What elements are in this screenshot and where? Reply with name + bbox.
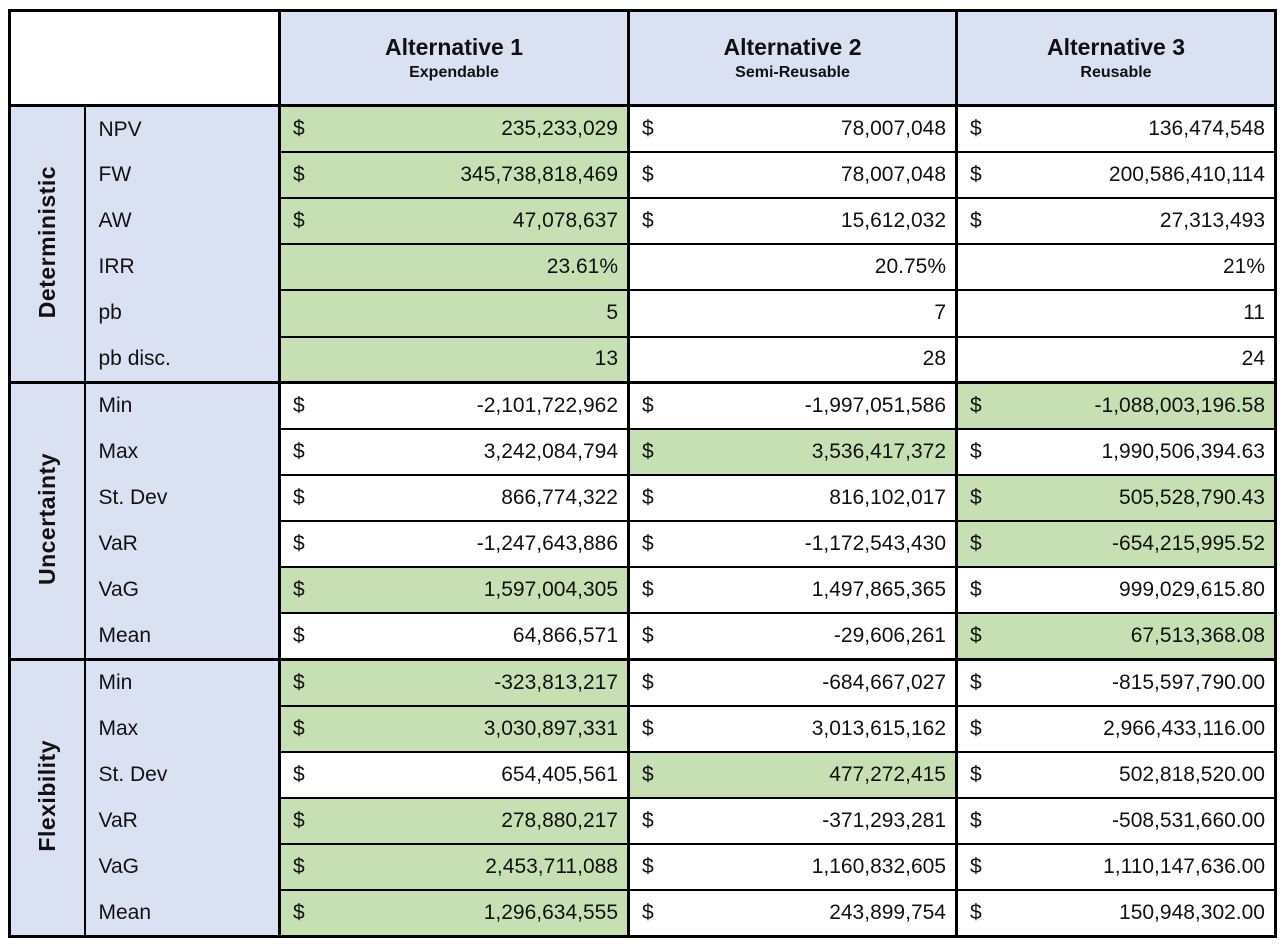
cell-fw-alt2 bbox=[629, 152, 957, 198]
currency-symbol: $ bbox=[970, 439, 982, 463]
currency-symbol: $ bbox=[970, 578, 982, 602]
cell-value: 15,612,032 bbox=[840, 209, 946, 233]
cell-value: 21% bbox=[1222, 255, 1265, 279]
row-label-min: Min bbox=[85, 659, 280, 705]
cell-fw-alt1 bbox=[280, 152, 629, 198]
cell-f-min-alt2 bbox=[629, 659, 957, 705]
currency-symbol: $ bbox=[970, 163, 982, 186]
cell-pb-disc-alt1 bbox=[280, 337, 629, 383]
table-row bbox=[10, 475, 1276, 521]
cell-value: 3,536,417,372 bbox=[811, 439, 946, 463]
cell-value: 2,966,433,116.00 bbox=[1103, 716, 1265, 740]
currency-symbol: $ bbox=[970, 485, 982, 509]
table-row bbox=[10, 152, 1276, 198]
cell-u-var-alt1 bbox=[280, 521, 629, 567]
table-row bbox=[10, 337, 1276, 383]
table-row bbox=[10, 429, 1276, 475]
currency-symbol: $ bbox=[970, 624, 982, 648]
cell-value: 7 bbox=[934, 301, 946, 325]
cell-u-stdev-alt2 bbox=[629, 475, 957, 521]
cell-value: 67,513,368.08 bbox=[1130, 624, 1265, 648]
cell-value: 3,242,084,794 bbox=[483, 439, 618, 463]
cell-u-var-alt2 bbox=[629, 521, 957, 567]
currency-symbol: $ bbox=[970, 762, 982, 786]
currency-symbol: $ bbox=[642, 578, 654, 602]
cell-f-var-alt2 bbox=[629, 798, 957, 844]
table-row bbox=[10, 106, 1276, 152]
header-subtitle: Semi-Reusable bbox=[735, 63, 850, 81]
cell-u-vag-alt3 bbox=[957, 567, 1276, 613]
table-row bbox=[10, 383, 1276, 429]
row-label-vag: VaG bbox=[85, 567, 280, 613]
currency-symbol: $ bbox=[293, 762, 305, 786]
table-row bbox=[10, 290, 1276, 336]
currency-symbol: $ bbox=[293, 117, 305, 141]
cell-value: -1,997,051,586 bbox=[804, 393, 946, 417]
cell-value: 28 bbox=[922, 347, 946, 371]
cell-value: 1,110,147,636.00 bbox=[1103, 855, 1265, 879]
header-alternative-2 bbox=[629, 11, 957, 106]
cell-value: 24 bbox=[1241, 347, 1265, 371]
cell-u-max-alt3 bbox=[957, 429, 1276, 475]
cell-aw-alt1 bbox=[280, 198, 629, 244]
cell-f-mean-alt3 bbox=[957, 890, 1276, 936]
cell-u-stdev-alt3 bbox=[957, 475, 1276, 521]
header-title: Alternative 3 bbox=[1046, 33, 1186, 60]
cell-value: 78,007,048 bbox=[840, 163, 946, 186]
cell-value: -1,088,003,196.58 bbox=[1094, 393, 1265, 417]
cell-u-vag-alt1 bbox=[280, 567, 629, 613]
row-label-var: VaR bbox=[85, 798, 280, 844]
cell-aw-alt3 bbox=[957, 198, 1276, 244]
row-label-vag: VaG bbox=[85, 844, 280, 890]
table-row bbox=[10, 198, 1276, 244]
row-label-pb: pb bbox=[85, 290, 280, 336]
cell-f-max-alt1 bbox=[280, 706, 629, 752]
row-label-fw: FW bbox=[85, 152, 280, 198]
cell-value: 345,738,818,469 bbox=[460, 163, 618, 186]
cell-value: 1,597,004,305 bbox=[483, 578, 618, 602]
cell-f-vag-alt2 bbox=[629, 844, 957, 890]
cell-u-min-alt2 bbox=[629, 383, 957, 429]
cell-value: -815,597,790.00 bbox=[1112, 670, 1265, 694]
table-row bbox=[10, 659, 1276, 705]
cell-value: 136,474,548 bbox=[1148, 117, 1265, 141]
cell-value: 1,160,832,605 bbox=[811, 855, 946, 879]
section-label-text: Flexibility bbox=[33, 739, 60, 852]
currency-symbol: $ bbox=[293, 578, 305, 602]
corner-cell bbox=[10, 11, 280, 106]
cell-u-min-alt1 bbox=[280, 383, 629, 429]
cell-pb-alt2 bbox=[629, 290, 957, 336]
cell-value: 150,948,302.00 bbox=[1119, 901, 1265, 925]
cell-irr-alt1 bbox=[280, 244, 629, 290]
row-label-irr: IRR bbox=[85, 244, 280, 290]
currency-symbol: $ bbox=[293, 393, 305, 417]
currency-symbol: $ bbox=[642, 393, 654, 417]
currency-symbol: $ bbox=[293, 716, 305, 740]
cell-value: 1,497,865,365 bbox=[811, 578, 946, 602]
row-label-aw: AW bbox=[85, 198, 280, 244]
cell-u-stdev-alt1 bbox=[280, 475, 629, 521]
section-label-flexibility bbox=[10, 659, 85, 936]
cell-value: 505,528,790.43 bbox=[1119, 485, 1265, 509]
currency-symbol: $ bbox=[642, 716, 654, 740]
cell-value: -323,813,217 bbox=[494, 670, 618, 694]
cell-value: 654,405,561 bbox=[501, 762, 618, 786]
currency-symbol: $ bbox=[293, 855, 305, 879]
cell-value: 999,029,615.80 bbox=[1119, 578, 1265, 602]
table-row bbox=[10, 752, 1276, 798]
cell-f-var-alt1 bbox=[280, 798, 629, 844]
table-header-row bbox=[10, 11, 1276, 106]
cell-f-mean-alt1 bbox=[280, 890, 629, 936]
row-label-var: VaR bbox=[85, 521, 280, 567]
cell-value: 866,774,322 bbox=[501, 485, 618, 509]
currency-symbol: $ bbox=[642, 762, 654, 786]
cell-value: -684,667,027 bbox=[822, 670, 946, 694]
currency-symbol: $ bbox=[293, 209, 305, 233]
row-label-st-dev: St. Dev bbox=[85, 752, 280, 798]
cell-f-mean-alt2 bbox=[629, 890, 957, 936]
table-row bbox=[10, 567, 1276, 613]
currency-symbol: $ bbox=[642, 209, 654, 233]
currency-symbol: $ bbox=[293, 624, 305, 648]
header-subtitle: Expendable bbox=[409, 63, 499, 81]
cell-value: 5 bbox=[606, 301, 618, 325]
cell-value: 3,030,897,331 bbox=[483, 716, 618, 740]
currency-symbol: $ bbox=[293, 532, 305, 556]
cell-f-max-alt2 bbox=[629, 706, 957, 752]
cell-value: 11 bbox=[1243, 301, 1265, 325]
row-label-npv: NPV bbox=[85, 106, 280, 152]
row-label-max: Max bbox=[85, 429, 280, 475]
cell-value: 64,866,571 bbox=[512, 624, 618, 648]
currency-symbol: $ bbox=[293, 808, 305, 832]
currency-symbol: $ bbox=[970, 532, 982, 556]
cell-value: 27,313,493 bbox=[1159, 209, 1265, 233]
table-row bbox=[10, 798, 1276, 844]
cell-value: 235,233,029 bbox=[501, 117, 618, 141]
header-alternative-3 bbox=[957, 11, 1276, 106]
row-label-mean: Mean bbox=[85, 613, 280, 659]
cell-value: 200,586,410,114 bbox=[1108, 163, 1265, 186]
table-row bbox=[10, 244, 1276, 290]
section-label-text: Deterministic bbox=[33, 165, 60, 318]
cell-pb-disc-alt2 bbox=[629, 337, 957, 383]
header-title: Alternative 1 bbox=[384, 33, 524, 60]
cell-npv-alt3 bbox=[957, 106, 1276, 152]
section-label-uncertainty bbox=[10, 383, 85, 660]
cell-value: -2,101,722,962 bbox=[476, 393, 618, 417]
cell-value: 477,272,415 bbox=[829, 762, 946, 786]
cell-f-vag-alt3 bbox=[957, 844, 1276, 890]
currency-symbol: $ bbox=[293, 901, 305, 925]
currency-symbol: $ bbox=[293, 485, 305, 509]
cell-irr-alt3 bbox=[957, 244, 1276, 290]
cell-u-mean-alt3 bbox=[957, 613, 1276, 659]
comparison-table bbox=[8, 9, 1277, 938]
currency-symbol: $ bbox=[970, 670, 982, 694]
row-label-pb-disc: pb disc. bbox=[85, 337, 280, 383]
currency-symbol: $ bbox=[642, 670, 654, 694]
cell-f-stdev-alt1 bbox=[280, 752, 629, 798]
cell-value: 23.61% bbox=[546, 255, 618, 279]
cell-value: -654,215,995.52 bbox=[1112, 532, 1265, 556]
cell-f-var-alt3 bbox=[957, 798, 1276, 844]
header-title: Alternative 2 bbox=[723, 33, 862, 60]
currency-symbol: $ bbox=[970, 209, 982, 233]
cell-f-min-alt3 bbox=[957, 659, 1276, 705]
row-label-st-dev: St. Dev bbox=[85, 475, 280, 521]
cell-f-min-alt1 bbox=[280, 659, 629, 705]
cell-f-vag-alt1 bbox=[280, 844, 629, 890]
currency-symbol: $ bbox=[642, 624, 654, 648]
cell-aw-alt2 bbox=[629, 198, 957, 244]
currency-symbol: $ bbox=[970, 716, 982, 740]
cell-value: 243,899,754 bbox=[829, 901, 946, 925]
table-row bbox=[10, 844, 1276, 890]
cell-value: 78,007,048 bbox=[840, 117, 946, 141]
cell-u-vag-alt2 bbox=[629, 567, 957, 613]
table-row bbox=[10, 613, 1276, 659]
cell-value: 47,078,637 bbox=[512, 209, 618, 233]
cell-u-mean-alt2 bbox=[629, 613, 957, 659]
cell-value: 1,990,506,394.63 bbox=[1101, 439, 1265, 463]
cell-irr-alt2 bbox=[629, 244, 957, 290]
cell-f-stdev-alt3 bbox=[957, 752, 1276, 798]
cell-pb-disc-alt3 bbox=[957, 337, 1276, 383]
row-label-max: Max bbox=[85, 706, 280, 752]
currency-symbol: $ bbox=[642, 532, 654, 556]
cell-f-max-alt3 bbox=[957, 706, 1276, 752]
table-row bbox=[10, 521, 1276, 567]
cell-value: -29,606,261 bbox=[833, 624, 946, 648]
cell-npv-alt1 bbox=[280, 106, 629, 152]
cell-value: -371,293,281 bbox=[822, 808, 946, 832]
cell-pb-alt1 bbox=[280, 290, 629, 336]
cell-u-var-alt3 bbox=[957, 521, 1276, 567]
cell-value: 2,453,711,088 bbox=[485, 855, 618, 879]
header-subtitle: Reusable bbox=[1080, 63, 1152, 81]
table-row bbox=[10, 706, 1276, 752]
cell-u-max-alt1 bbox=[280, 429, 629, 475]
cell-value: 816,102,017 bbox=[829, 485, 946, 509]
currency-symbol: $ bbox=[970, 393, 982, 417]
cell-value: 13 bbox=[594, 347, 618, 371]
currency-symbol: $ bbox=[970, 808, 982, 832]
row-label-min: Min bbox=[85, 383, 280, 429]
currency-symbol: $ bbox=[642, 901, 654, 925]
cell-npv-alt2 bbox=[629, 106, 957, 152]
cell-value: -1,172,543,430 bbox=[804, 532, 946, 556]
currency-symbol: $ bbox=[970, 855, 982, 879]
section-label-text: Uncertainty bbox=[33, 452, 60, 585]
cell-fw-alt3 bbox=[957, 152, 1276, 198]
cell-value: 1,296,634,555 bbox=[483, 901, 618, 925]
currency-symbol: $ bbox=[970, 117, 982, 141]
cell-f-stdev-alt2 bbox=[629, 752, 957, 798]
currency-symbol: $ bbox=[642, 163, 654, 186]
currency-symbol: $ bbox=[642, 855, 654, 879]
currency-symbol: $ bbox=[293, 163, 305, 186]
cell-value: 278,880,217 bbox=[501, 808, 618, 832]
currency-symbol: $ bbox=[642, 439, 654, 463]
cell-value: -508,531,660.00 bbox=[1112, 808, 1265, 832]
currency-symbol: $ bbox=[642, 808, 654, 832]
cell-value: 3,013,615,162 bbox=[811, 716, 946, 740]
currency-symbol: $ bbox=[642, 117, 654, 141]
cell-u-max-alt2 bbox=[629, 429, 957, 475]
currency-symbol: $ bbox=[293, 439, 305, 463]
currency-symbol: $ bbox=[970, 901, 982, 925]
cell-value: 502,818,520.00 bbox=[1119, 762, 1265, 786]
cell-pb-alt3 bbox=[957, 290, 1276, 336]
table-row bbox=[10, 890, 1276, 936]
currency-symbol: $ bbox=[642, 485, 654, 509]
cell-u-min-alt3 bbox=[957, 383, 1276, 429]
section-label-deterministic bbox=[10, 106, 85, 383]
cell-value: -1,247,643,886 bbox=[476, 532, 618, 556]
cell-u-mean-alt1 bbox=[280, 613, 629, 659]
currency-symbol: $ bbox=[293, 670, 305, 694]
cell-value: 20.75% bbox=[874, 255, 946, 279]
row-label-mean: Mean bbox=[85, 890, 280, 936]
header-alternative-1 bbox=[280, 11, 629, 106]
